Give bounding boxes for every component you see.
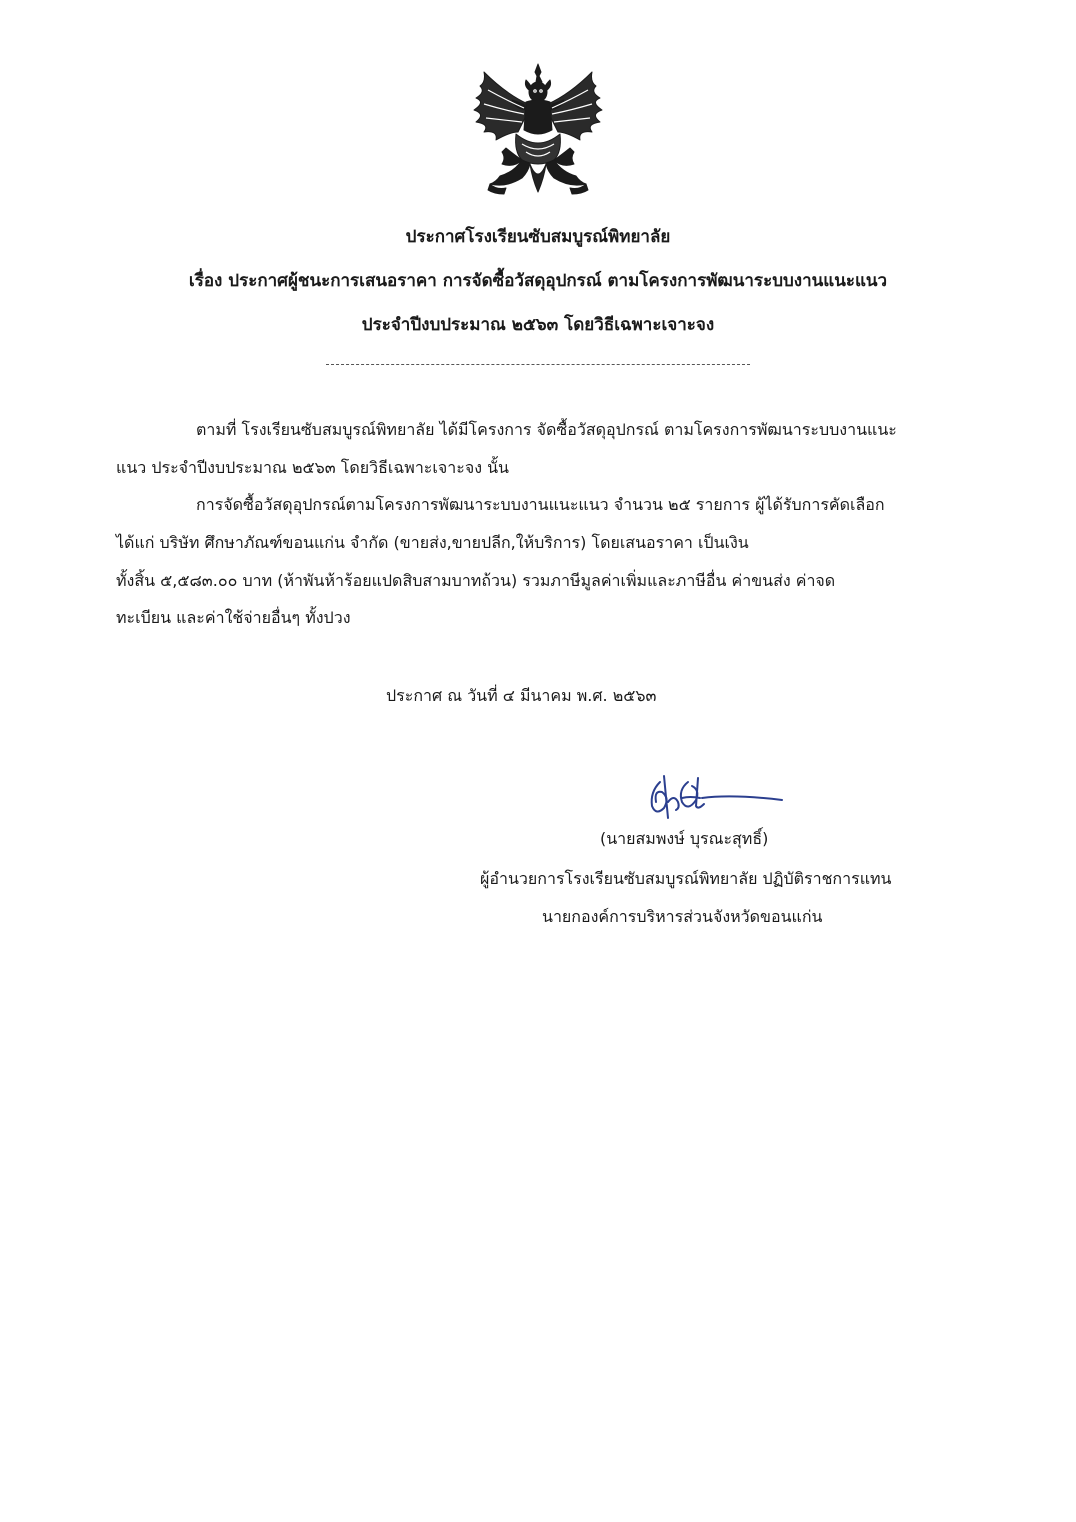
paragraph-2-line-1: การจัดซื้อวัสดุอุปกรณ์ตามโครงการพัฒนาระบบงานแนะแนว จำนวน ๒๕ รายการ ผู้ได้รับการคัดเลือก (196, 495, 885, 514)
paragraph-1-line-2: แนว ประจำปีงบประมาณ ๒๕๖๓ โดยวิธีเฉพาะเจาะจง นั้น (116, 458, 509, 477)
signer-name: (นายสมพงษ์ บุรณะสุทธิ์) (600, 829, 769, 848)
handwritten-signature-icon (642, 772, 784, 824)
paragraph-2-line-4: ทะเบียน และค่าใช้จ่ายอื่นๆ ทั้งปวง (116, 608, 351, 627)
announcement-date: ประกาศ ณ วันที่ ๔ มีนาคม พ.ศ. ๒๕๖๓ (386, 686, 657, 705)
signer-position-2: นายกองค์การบริหารส่วนจังหวัดขอนแก่น (542, 907, 823, 926)
dashed-divider (326, 364, 750, 365)
announcement-title: ประกาศโรงเรียนซับสมบูรณ์พิทยาลัย (405, 227, 671, 247)
paragraph-1-line-1: ตามที่ โรงเรียนซับสมบูรณ์พิทยาลัย ได้มีโครงการ จัดซื้อวัสดุอุปกรณ์ ตามโครงการพัฒนาระบบงานแนะ (196, 420, 897, 439)
announcement-subtitle: ประจำปีงบประมาณ ๒๕๖๓ โดยวิธีเฉพาะเจาะจง (361, 315, 715, 335)
announcement-subject: เรื่อง ประกาศผู้ชนะการเสนอราคา การจัดซื้อวัสดุอุปกรณ์ ตามโครงการพัฒนาระบบงานแนะแนว (188, 271, 888, 291)
garuda-emblem-icon (466, 60, 610, 200)
paragraph-2-line-3: ทั้งสิ้น ๕,๕๘๓.๐๐ บาท (ห้าพันห้าร้อยแปดสิบสามบาทถ้วน) รวมภาษีมูลค่าเพิ่มและภาษีอื่น ค่าขนส่ง ค่าจด (116, 571, 836, 590)
paragraph-2-line-2: ได้แก่ บริษัท ศึกษาภัณฑ์ขอนแก่น จำกัด (ขายส่ง,ขายปลีก,ให้บริการ) โดยเสนอราคา เป็นเงิน (116, 533, 749, 552)
signer-position-1: ผู้อำนวยการโรงเรียนซับสมบูรณ์พิทยาลัย ปฏิบัติราชการแทน (480, 869, 892, 888)
